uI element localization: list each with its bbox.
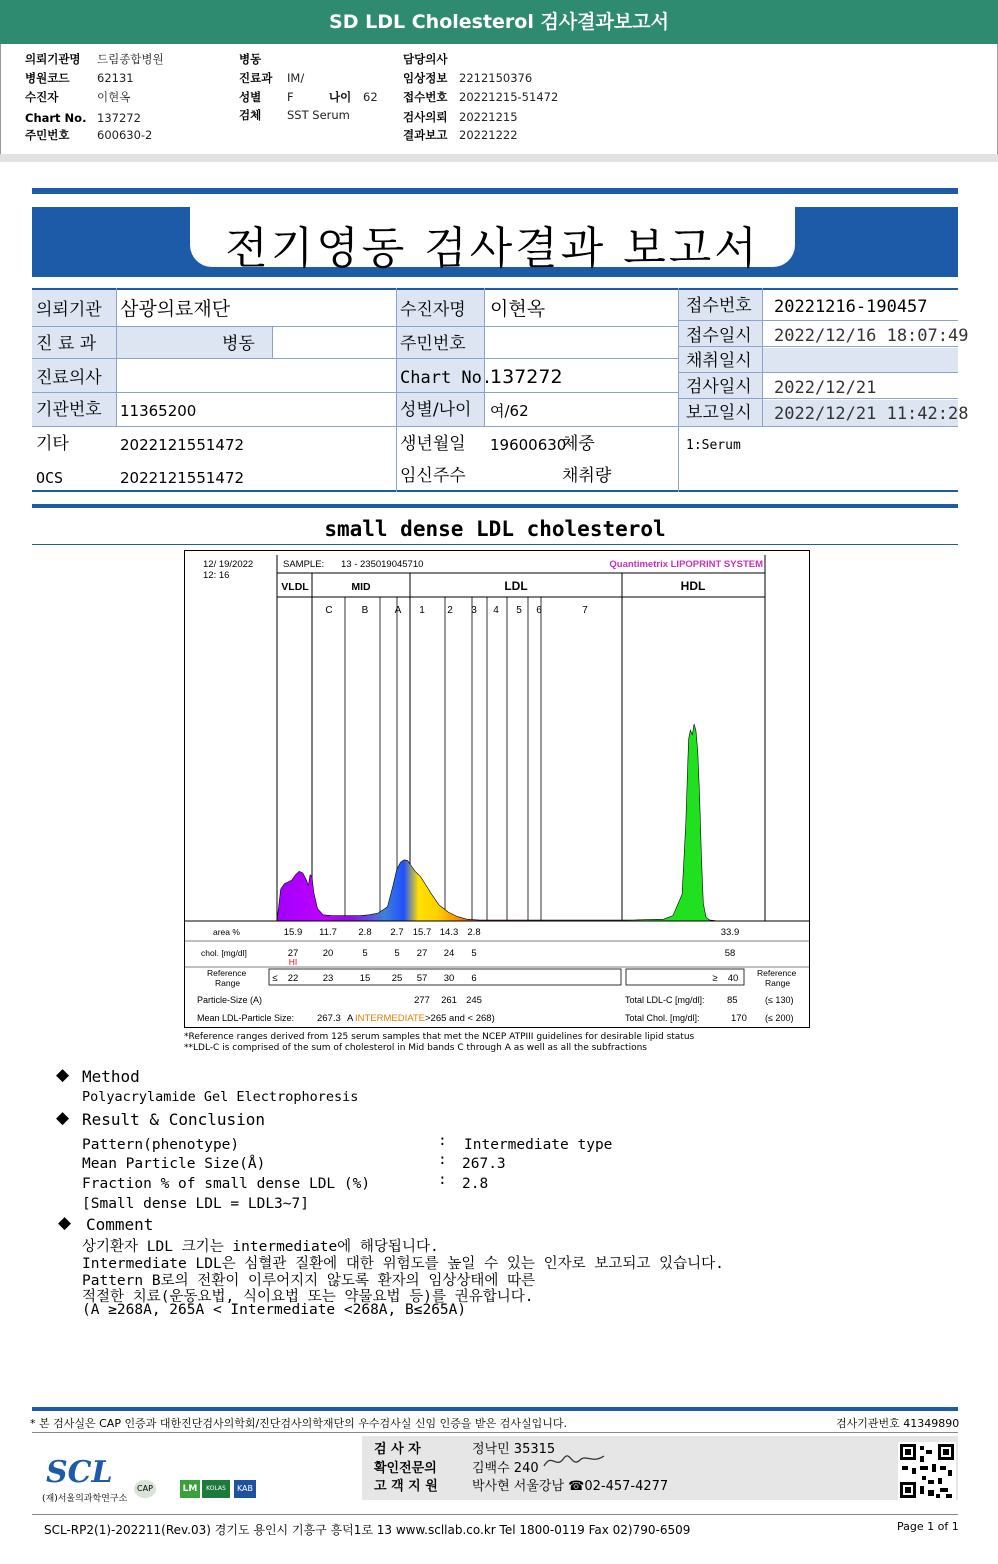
kolas-logo: KOLAS <box>202 1480 230 1498</box>
sample-label: SAMPLE: <box>283 559 325 570</box>
result-label: Pattern(phenotype) <box>82 1137 240 1153</box>
chart-time: 12: 16 <box>203 570 230 581</box>
comment-heading: Comment <box>86 1215 154 1234</box>
info-institution: 의뢰기관명 드림종합병원 <box>25 52 164 66</box>
section-title: small dense LDL cholesterol <box>324 517 666 541</box>
info-specimen: 검체 SST Serum <box>239 108 350 122</box>
chol-value: 24 <box>443 948 455 959</box>
group-label-ldl: LDL <box>504 579 528 593</box>
lm-logo: LM <box>180 1480 200 1498</box>
info-rrn: 주민번호 600630-2 <box>25 128 153 142</box>
group-label-hdl: HDL <box>680 579 706 593</box>
value-ocs: 2022121551472 <box>120 469 245 487</box>
table-rule <box>32 392 678 393</box>
label-test-date: 검사일시 <box>686 377 752 397</box>
band-label-2: 2 <box>447 605 453 616</box>
band-label-3: 3 <box>471 605 477 616</box>
label-sample-date: 채취일시 <box>686 351 752 371</box>
label-ward: 병동 <box>222 334 255 354</box>
value-receipt-no: 20221216-190457 <box>774 297 928 317</box>
footnote-2: **LDL-C is comprised of the sum of cholesterol in Mid bands C through A as well as all the subfractions <box>184 1043 647 1053</box>
total-ldl-ref: (≤ 130) <box>765 995 794 1005</box>
result-colon: : <box>438 1172 447 1188</box>
diamond-bullet-icon: ◆ <box>56 1065 70 1085</box>
info-report-date: 결과보고 20221222 <box>403 128 518 142</box>
hi-flag: HI <box>288 957 298 967</box>
particle-size-label: Particle-Size (A) <box>197 995 263 1005</box>
table-rule <box>678 346 958 347</box>
result-value: Intermediate type <box>464 1137 613 1153</box>
info-patient: 수진자 이현옥 <box>25 90 131 104</box>
table-rule <box>32 490 958 492</box>
total-ldl-value: 85 <box>727 995 738 1006</box>
ref-value: 15 <box>359 973 371 984</box>
comment-line: Pattern B로의 전환이 이루어지지 않도록 환자의 임상상태에 따른 <box>82 1273 536 1289</box>
value-chart-no: 137272 <box>490 366 563 388</box>
label-inst-no: 기관번호 <box>36 400 102 420</box>
result-note: [Small dense LDL = LDL3~7] <box>82 1196 309 1212</box>
value-patient-name: 이현옥 <box>490 298 546 320</box>
title-top-rule <box>32 188 958 194</box>
info-dept: 진료과 IM/ <box>239 71 305 85</box>
lipoprint-chart <box>184 550 810 1028</box>
label-sex-age: 성별/나이 <box>400 400 472 420</box>
label-birth: 생년월일 <box>400 434 466 454</box>
signer-name: 김백수 240 <box>472 1461 539 1476</box>
sample-id: 13 - 235019045710 <box>341 559 424 570</box>
band-label-6: 6 <box>536 605 542 616</box>
diamond-bullet-icon: ◆ <box>56 1108 70 1128</box>
mean-size-value: 267.3 <box>317 1013 341 1024</box>
ref-box-hdl <box>626 969 744 985</box>
signature-scribble <box>542 1450 606 1472</box>
table-rule <box>32 326 678 327</box>
area-value: 11.7 <box>319 927 337 938</box>
label-patient-name: 수진자명 <box>400 300 466 320</box>
ref-value: 57 <box>416 973 428 984</box>
separator-band <box>0 154 998 162</box>
area-label: area % <box>213 927 240 937</box>
table-rule <box>32 358 678 359</box>
table-rule <box>32 288 958 290</box>
comment-line: 적절한 치료(운동요법, 식이요법 또는 약물요법 등)를 권유합니다. <box>82 1289 534 1305</box>
area-value: 15.9 <box>283 927 303 938</box>
band-label-A: A <box>394 605 402 616</box>
band-label-C: C <box>325 605 333 616</box>
mean-size-range: >265 and < 268) <box>425 1013 495 1024</box>
chol-label: chol. [mg/dl] <box>201 948 247 958</box>
label-ocs: OCS <box>36 469 64 487</box>
signer-role: 확인전문의 <box>374 1461 437 1476</box>
comment-line: Intermediate LDL은 심혈관 질환에 대한 위험도를 높일 수 있는 인자로 보고되고 있습니다. <box>82 1256 724 1272</box>
label-rrn: 주민번호 <box>400 334 466 354</box>
label-chart-no: Chart No. <box>400 368 493 388</box>
signer-role: 검 사 자 <box>374 1442 421 1457</box>
cap-logo: CAP <box>134 1480 156 1498</box>
label-etc: 기타 <box>36 434 69 454</box>
area-value: 2.8 <box>467 927 481 938</box>
particle-size-value: 261 <box>441 995 457 1006</box>
ref-value: 25 <box>391 973 403 984</box>
band-label-1: 1 <box>419 605 425 616</box>
ref-label-left: Reference <box>207 968 247 978</box>
ref-value: 22 <box>287 973 299 984</box>
value-birth: 19600630 <box>490 436 567 454</box>
diamond-bullet-icon: ◆ <box>58 1213 72 1233</box>
order-info-box <box>0 44 998 155</box>
value-institution: 삼광의료재단 <box>120 298 231 320</box>
system-title: Quantimetrix LIPOPRINT SYSTEM <box>609 559 763 570</box>
result-label: Mean Particle Size(Å) <box>82 1156 266 1172</box>
inst-number: 검사기관번호 41349890 <box>836 1417 960 1430</box>
area-value: 2.8 <box>358 927 372 938</box>
ref-label-right: Range <box>765 978 791 988</box>
scl-logo-sub: (재)서울의과학연구소 <box>42 1494 128 1504</box>
footer-bottom-rule <box>32 1514 958 1515</box>
signer-name: 정낙민 35315 <box>472 1442 556 1457</box>
label-report-date: 보고일시 <box>686 403 752 423</box>
value-inst-no: 11365200 <box>120 402 197 420</box>
value-test-date: 2022/12/21 <box>774 378 877 398</box>
info-receipt: 접수번호 20221215-51472 <box>403 90 559 104</box>
ref-value: 23 <box>322 973 334 984</box>
info-ward: 병동 <box>239 52 262 66</box>
signature-box <box>362 1436 958 1500</box>
value-receipt-date: 2022/12/16 18:07:49 <box>774 326 969 346</box>
table-col-rule <box>762 288 763 426</box>
ref-value: ≥ <box>712 973 718 984</box>
table-col-rule <box>116 288 117 426</box>
table-col-rule <box>272 326 273 358</box>
info-request-date: 검사의뢰 20221215 <box>403 110 518 124</box>
band-label-5: 5 <box>516 605 522 616</box>
report-title: 전기영동 검사결과 보고서 <box>225 223 760 274</box>
report-banner: SD LDL Cholesterol 검사결과보고서 <box>0 0 998 44</box>
result-colon: : <box>438 1152 447 1168</box>
band-label-4: 4 <box>493 605 499 616</box>
mean-size-label: Mean LDL-Particle Size: <box>197 1013 295 1023</box>
total-chol-value: 170 <box>731 1013 747 1024</box>
label-volume: 채취량 <box>562 466 612 486</box>
info-sex: 성별 F <box>239 90 294 104</box>
label-dept: 진 료 과 <box>36 334 97 354</box>
footnote-1: *Reference ranges derived from 125 serum samples that met the NCEP ATPIII guidelines for desirable lipid status <box>184 1032 695 1042</box>
chol-value: 5 <box>362 948 368 959</box>
comment-line: (A ≥268A, 265A < Intermediate <268A, B≤265A) <box>82 1302 467 1318</box>
signer-name: 박사현 서울강남 ☎02-457-4277 <box>472 1479 669 1494</box>
cap-note: * 본 검사실은 CAP 인증과 대한진단검사의학회/진단검사의학재단의 우수검사실 신임 인증을 받은 검사실입니다. <box>30 1417 568 1430</box>
area-value: 14.3 <box>439 927 459 938</box>
label-receipt-no: 접수번호 <box>686 296 752 316</box>
area-value: 2.7 <box>390 927 404 938</box>
patient-table <box>32 288 969 492</box>
chol-value: 58 <box>724 948 736 959</box>
label-weight: 체중 <box>562 434 595 454</box>
chol-value: 20 <box>322 948 334 959</box>
info-clinical: 임상정보 2212150376 <box>403 71 533 85</box>
footer-rule <box>32 1407 958 1411</box>
total-chol-ref: (≤ 200) <box>765 1013 794 1023</box>
label-doctor: 진료의사 <box>36 368 102 388</box>
table-col-rule <box>484 288 485 426</box>
method-heading: Method <box>82 1067 140 1086</box>
info-hospital-code: 병원코드 62131 <box>25 71 134 85</box>
profile-area <box>277 724 765 921</box>
table-rule <box>678 372 958 373</box>
ref-value: 40 <box>727 973 739 984</box>
ref-label-left: Range <box>215 978 241 988</box>
comment-line: 상기환자 LDL 크기는 intermediate에 해당됩니다. <box>82 1239 439 1255</box>
company-address: SCL-RP2(1)-202211(Rev.03) 경기도 용인시 기흥구 흥덕1로 13 www.scllab.co.kr Tel 1800-0119 Fax 02)790-6509 <box>44 1523 691 1537</box>
table-col-rule <box>678 288 679 492</box>
group-label-mid: MID <box>351 581 371 593</box>
total-chol-label: Total Chol. [mg/dl]: <box>625 1013 700 1023</box>
kab-logo: KAB <box>234 1480 256 1498</box>
band-label-7: 7 <box>582 605 588 616</box>
chol-value: 27 <box>416 948 428 959</box>
section-top-rule <box>32 504 958 508</box>
table-rule <box>32 426 958 427</box>
ref-value: 6 <box>471 973 477 984</box>
page-number: Page 1 of 1 <box>897 1520 959 1533</box>
total-ldl-label: Total LDL-C [mg/dl]: <box>625 995 705 1005</box>
ref-value: 30 <box>443 973 455 984</box>
mean-size-unit: A <box>347 1013 354 1024</box>
value-specimen: 1:Serum <box>686 438 741 453</box>
chart-date: 12/ 19/2022 <box>203 559 254 570</box>
result-value: 267.3 <box>462 1156 506 1172</box>
value-sex-age: 여/62 <box>490 402 529 420</box>
signer-role: 고 객 지 원 <box>374 1479 438 1494</box>
table-col-rule <box>396 288 397 492</box>
value-etc: 2022121551472 <box>120 436 245 454</box>
particle-size-value: 277 <box>414 995 430 1006</box>
band-label-B: B <box>361 605 369 616</box>
result-heading: Result & Conclusion <box>82 1110 266 1129</box>
info-chart-no: Chart No. 137272 <box>25 111 141 125</box>
label-institution: 의뢰기관 <box>36 300 102 320</box>
info-doctor: 담당의사 <box>403 52 448 66</box>
table-rule <box>678 320 958 321</box>
label-receipt-date: 접수일시 <box>686 326 752 346</box>
ref-value: ≤ <box>272 973 278 984</box>
table-rule <box>678 398 958 399</box>
chol-value: 5 <box>394 948 400 959</box>
chol-value: 27 <box>287 948 299 959</box>
ref-label-right: Reference <box>757 968 797 978</box>
result-label: Fraction % of small dense LDL (%) <box>82 1176 371 1192</box>
section-bottom-rule <box>32 544 958 545</box>
label-shade <box>763 348 958 372</box>
value-report-date: 2022/12/21 11:42:28 <box>774 404 969 424</box>
group-label-vldl: VLDL <box>281 581 309 593</box>
particle-size-value: 245 <box>466 995 482 1006</box>
chol-value: 5 <box>471 948 477 959</box>
area-value: 15.7 <box>412 927 432 938</box>
scl-logo: SCL <box>46 1455 113 1490</box>
mean-size-class: INTERMEDIATE <box>355 1013 426 1024</box>
qr-code-icon <box>898 1442 956 1500</box>
info-age: 나이 62 <box>329 90 378 104</box>
area-value: 33.9 <box>720 927 740 938</box>
result-value: 2.8 <box>462 1176 489 1192</box>
result-colon: : <box>438 1133 447 1149</box>
footer-thin-rule <box>32 1432 958 1433</box>
label-pregnancy: 임신주수 <box>400 466 466 486</box>
method-text: Polyacrylamide Gel Electrophoresis <box>82 1089 359 1105</box>
